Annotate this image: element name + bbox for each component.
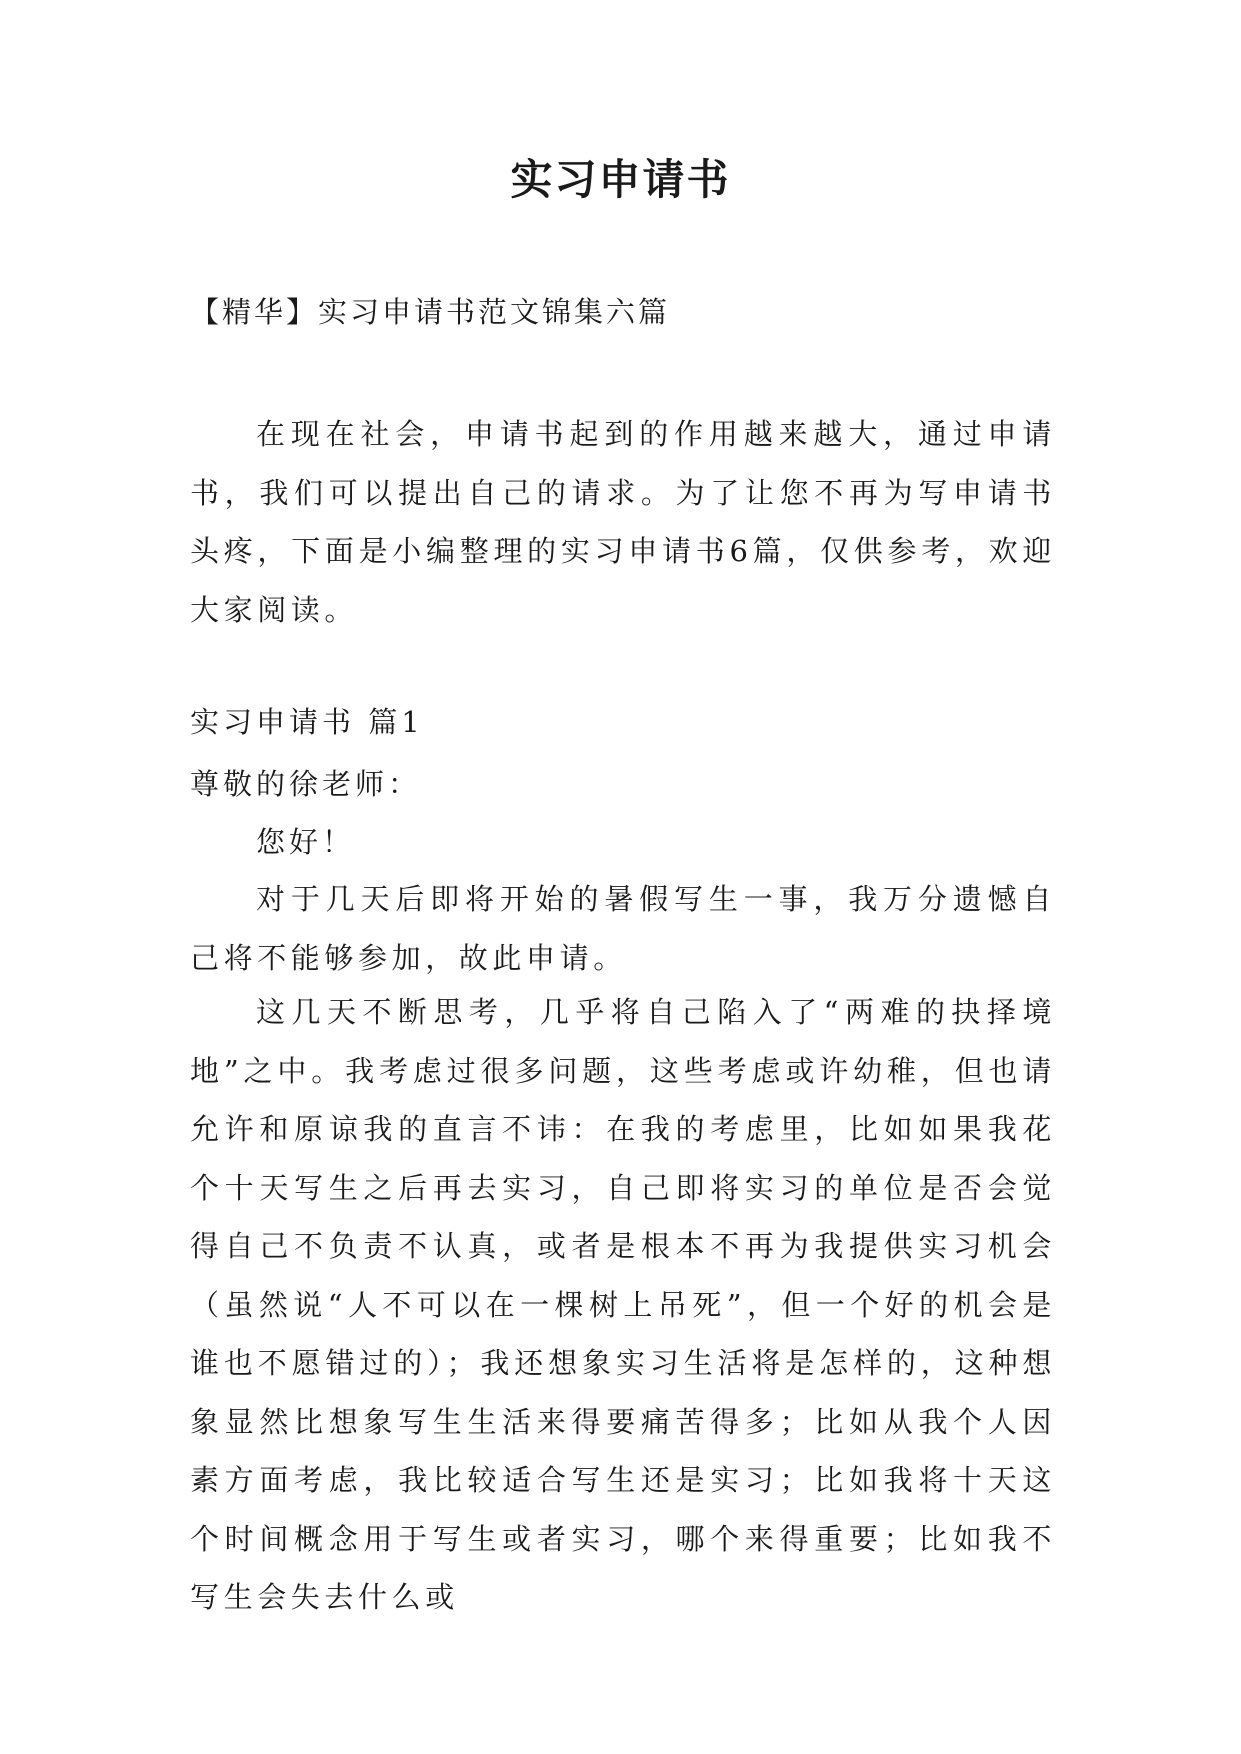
document-title: 实习申请书 [510, 155, 731, 204]
body-paragraph-1: 对于几天后即将开始的暑假写生一事，我万分遗憾自己将不能够参加，故此申请。 [190, 882, 1056, 975]
body-paragraph-2: 这几天不断思考，几乎将自己陷入了“两难的抉择境地”之中。我考虑过很多问题，这些考虑或许幼稚，但也请允许和原谅我的直言不讳：在我的考虑里，比如如果我花个十天写生之后再去实习，自己即将实习的单位是否会觉得自己不负责不认真，或者是根本不再为我提供实习机会（虽然说“人不可以在一棵树上吊死”，但一个好的机会是谁也不愿错过的）；我还想象实习生活将是怎样的，这种想象显然比想象写生生活来得要痛苦得多；比如从我个人因素方面考虑，我比较适合写生还是实习；比如我将十天这个时间概念用于写生或者实习，哪个来得重要；比如我不写生会失去什么或 [190, 995, 1056, 1614]
document-subtitle: 【精华】实习申请书范文锦集六篇 [190, 295, 671, 329]
letter-salutation: 尊敬的徐老师： [190, 767, 422, 801]
letter-greeting: 您好！ [256, 825, 356, 859]
section-heading: 实习申请书 篇1 [190, 705, 424, 739]
intro-paragraph: 在现在社会，申请书起到的作用越来越大，通过申请书，我们可以提出自己的请求。为了让您不再为写申请书头疼，下面是小编整理的实习申请书6篇，仅供参考，欢迎大家阅读。 [190, 417, 1056, 627]
